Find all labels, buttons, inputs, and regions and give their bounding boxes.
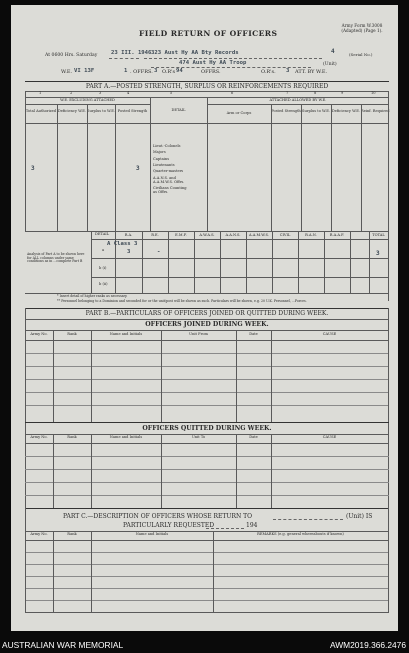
typed-authorized: 3 [31,165,35,172]
unit-label: (Unit) [323,62,337,67]
part-b-title: PART B.—PARTICULARS OF OFFICERS JOINED OR QUITTED DURING WEEK. [85,310,329,317]
serial-label: (Serial No.) [349,52,373,57]
part-c-title-1: PART C.—DESCRIPTION OF OFFICERS WHOSE RETURN TO [63,513,253,520]
typed-unit-2: 474 Aust Hy AA Troop [179,60,247,66]
we-excluding-heading: W.E. EXCLUDING ATTACHED [60,98,115,102]
field-return-form: FIELD RETURN OF OFFICERS Army Form W.3008 (Adapted) (Page 1). At 0600 Hrs. Saturday 23 III. 1946 323 Aust Hy AA Bty Records 4 (Serial No.) 474 Aust Hy AA Troop (Unit) W.E. VI 13F 1 . OFFRS. 3 O.R's 94 OFFRS. O.R's. 3 ATT. BY W.E. PART A.—POSTED STRENGTH, SURPLUS OR REINFORCEMENTS REQUIRED 1 2 3 4 5 6 7 8 9 10 W.E. EXCLUDING ATTACHED ATTACHED ALLOWED BY W.E. Total Authorized Deficiency W.E. Surplus to W.E. Posted Strength DETAIL Arm or Corps Posted Strength Surplus to W.E. Deficiency W.E. Reinf. Required 3 3 Lieut.-Colonels Majors Captains Lieutenants Quarter-masters A.A.N.S. and A.A.M.W.S. Offrs. Civilians Counting as Offrs. Analysis of Part A to be shown here for ALL columns under same conditions as in ...complete Part B DETAIL a b (i) b (ii) R.A. R.E. E.M.F. A.W.A.S. A.A.N.S. A.A.M.W.S. CIVIL R.A.N. R.A.A.F. TOTAL A Class 3 3 - 3 * Insert detail of higher ranks as necessary. ** Personnel belonging to a Dominion and seconded for or the unit/post will be shown as such. Particulars will be shown, e.g. 20 U.K. Personnel, ...Forces. PART B.—PARTICULARS OF OFFICERS JOINED OR QUITTED DURING WEEK. OFFICERS JOINED DURING WEEK. Army No. Rank Name and Initials Unit From Date CAUSE OFFICERS QUITTED DURING WEEK. Army No. Rank Name and Initials Unit To Date CAUSE PART C.—DESCRIPTION OF OFFICERS WHOSE RETURN TO (Unit) IS PARTICULARLY REQUESTED 194 Army No. Rank Name and Initials REMARKS (e.g. general whereabouts if known) [11,5,398,631]
ors2-label: O.R's. [261,69,276,75]
typed-posted: 3 [136,165,140,172]
typed-ors: 94 [176,68,183,74]
footnote-2: ** Personnel belonging to a Dominion and seconded for or the unit/post will be shown as such. Particulars will be shown, e.g. 20 U.K. Personnel, ...Forces. [57,299,307,303]
offrs-label: . OFFRS. [130,69,153,75]
typed-dash: - [157,249,161,255]
form-number: Army Form W.3008 (Adapted) (Page 1). [341,23,383,34]
ors-label: O.R's [162,69,176,75]
typed-unit-1: 323 Aust Hy AA Bty Records [151,50,239,56]
we-label: W.E. [61,69,73,75]
typed-offrs: 3 [154,68,158,74]
typed-serial: 4 [331,48,335,55]
part-c-194: 194 [246,522,258,529]
rank-list: Lieut.-Colonels Majors Captains Lieutenants Quarter-masters A.A.N.S. and A.A.M.W.S. Offrs. Civilians Counting as Offrs. [153,144,187,194]
typed-class-value: 3 [127,249,131,255]
part-a-title: PART A.—POSTED STRENGTH, SURPLUS OR REINFORCEMENTS REQUIRED [85,83,329,90]
footer-credit: AUSTRALIAN WAR MEMORIAL [2,640,124,650]
footer-accession: AWM2019.366.2476 [329,640,406,650]
part-c-title-2: PARTICULARLY REQUESTED [123,522,215,529]
typed-date: 23 III. 1946 [111,50,152,56]
quitted-title: OFFICERS QUITTED DURING WEEK. [142,425,272,432]
typed-att: 3 [286,68,290,74]
joined-title: OFFICERS JOINED DURING WEEK. [145,321,269,328]
attached-allowed-heading: ATTACHED ALLOWED BY W.E. [269,98,327,102]
footer-bar [0,636,409,653]
offrs2-label: OFFRS. [201,69,221,75]
footnote-1: * Insert detail of higher ranks as necessary. [57,294,128,298]
part-c-unit-label: (Unit) IS [346,513,373,520]
analysis-note: Analysis of Part A to be shown here for ALL columns under same conditions as in ...complete Part B [27,252,85,264]
typed-we: VI 13F [74,68,95,74]
typed-we-num: 1 [124,68,128,74]
typed-class: A Class 3 [107,241,138,247]
at-time-label: At 0600 Hrs. Saturday [45,53,98,58]
att-label: ATT. BY W.E. [295,69,328,75]
form-title: FIELD RETURN OF OFFICERS [139,29,278,38]
typed-total: 3 [376,250,380,257]
